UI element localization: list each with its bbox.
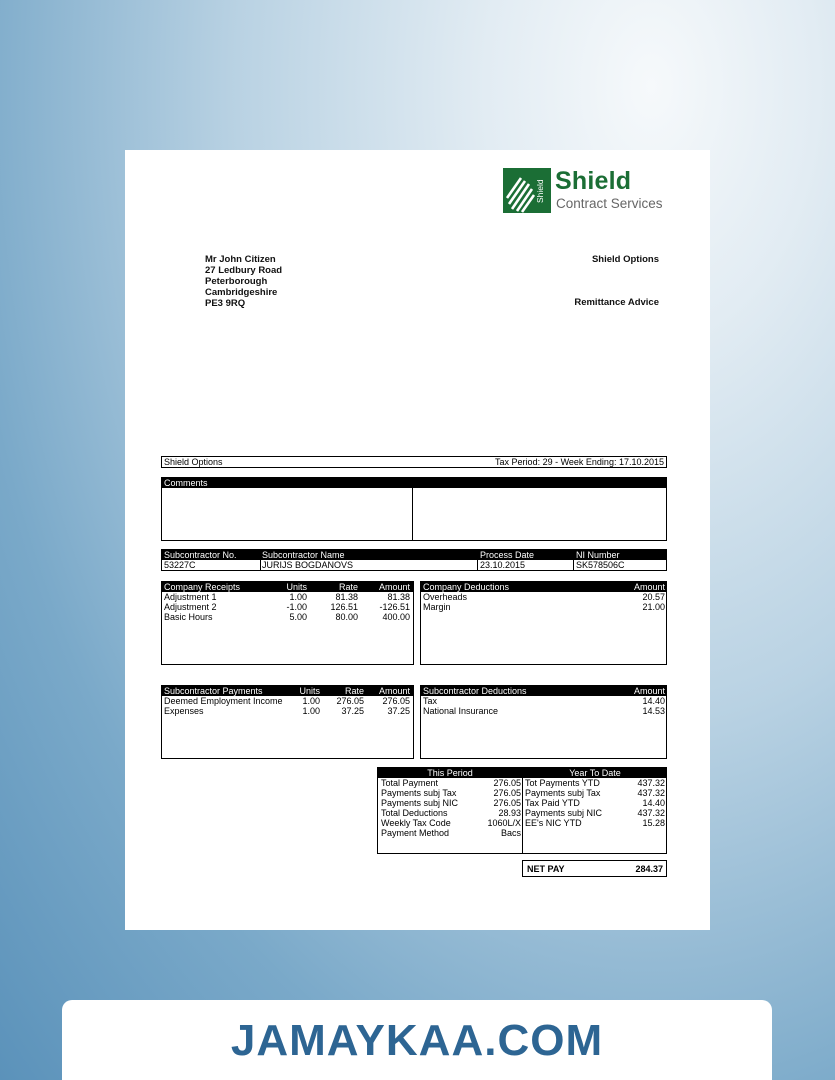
row-rate: 126.51 xyxy=(330,602,358,612)
comments-header-label: Comments xyxy=(164,478,208,488)
row-description: Expenses xyxy=(164,706,204,716)
row-value: 14.40 xyxy=(642,798,665,808)
subcontractor-deductions-header xyxy=(421,686,666,696)
period-bar-tax-period: Tax Period: 29 - Week Ending: 17.10.2015 xyxy=(495,457,664,467)
row-value: 437.32 xyxy=(637,788,665,798)
recipient-address xyxy=(205,254,282,309)
process-date-header: Process Date xyxy=(480,550,535,560)
column-header: Subcontractor Deductions xyxy=(423,686,527,696)
watermark-text: JAMAYKAA.COM xyxy=(230,1016,604,1065)
table-row xyxy=(378,788,522,798)
logo-tagline: Contract Services xyxy=(556,196,663,211)
table-row xyxy=(162,602,413,612)
this-period-rows xyxy=(378,778,522,838)
address-line: 27 Ledbury Road xyxy=(205,265,283,276)
document-title: Remittance Advice xyxy=(574,297,659,308)
row-amount: 37.25 xyxy=(387,706,410,716)
row-units: 1.00 xyxy=(302,706,320,716)
row-amount: 400.00 xyxy=(382,612,410,622)
table-row xyxy=(421,602,666,612)
column-header: Rate xyxy=(338,582,358,592)
row-value: 1060L/X xyxy=(487,818,521,828)
year-to-date-rows xyxy=(524,778,666,828)
ni-number-value: SK578506C xyxy=(576,560,625,570)
table-row xyxy=(378,798,522,808)
row-value: 276.05 xyxy=(493,778,521,788)
comments-header xyxy=(162,478,666,488)
company-deductions-table xyxy=(420,581,667,665)
row-rate: 276.05 xyxy=(336,696,364,706)
this-period-header: This Period xyxy=(427,768,473,778)
row-label: EE's NIC YTD xyxy=(525,818,582,828)
subcontractor-deductions-table xyxy=(420,685,667,759)
subcontractor-details xyxy=(161,549,667,571)
column-header: Company Deductions xyxy=(423,582,510,592)
row-value: 28.93 xyxy=(498,808,521,818)
row-amount: 14.53 xyxy=(642,706,665,716)
table-row xyxy=(378,778,522,788)
column-header: Rate xyxy=(344,686,364,696)
row-label: Payments subj NIC xyxy=(381,798,459,808)
row-description: Overheads xyxy=(423,592,468,602)
column-header: Units xyxy=(299,686,320,696)
row-description: Basic Hours xyxy=(164,612,213,622)
row-rate: 80.00 xyxy=(335,612,358,622)
table-row xyxy=(162,706,413,716)
subcontractor-name-value: JURIJS BOGDANOVS xyxy=(262,560,354,570)
table-row xyxy=(524,788,666,798)
ni-number-header: NI Number xyxy=(576,550,620,560)
row-value: 437.32 xyxy=(637,808,665,818)
totals-table xyxy=(377,767,667,854)
column-header: Amount xyxy=(633,582,665,592)
row-value: 276.05 xyxy=(493,798,521,808)
row-label: Weekly Tax Code xyxy=(381,818,451,828)
row-label: Tax Paid YTD xyxy=(525,798,580,808)
table-row xyxy=(421,706,666,716)
row-description: Adjustment 1 xyxy=(164,592,217,602)
row-amount: 14.40 xyxy=(642,696,665,706)
column-header: Units xyxy=(286,582,307,592)
row-label: Payment Method xyxy=(381,828,450,838)
period-bar-company: Shield Options xyxy=(164,457,223,467)
totals-header xyxy=(378,768,666,778)
period-bar xyxy=(161,456,667,468)
row-description: Tax xyxy=(423,696,438,706)
company-deductions-header xyxy=(421,582,666,592)
row-description: Deemed Employment Income xyxy=(164,696,283,706)
row-value: 15.28 xyxy=(642,818,665,828)
row-units: 5.00 xyxy=(289,612,307,622)
row-amount: 276.05 xyxy=(382,696,410,706)
row-rate: 81.38 xyxy=(335,592,358,602)
subcontractor-payments-table xyxy=(161,685,414,759)
row-value: 276.05 xyxy=(493,788,521,798)
table-row xyxy=(421,696,666,706)
net-pay-box xyxy=(522,860,667,877)
address-line: Cambridgeshire xyxy=(205,287,278,298)
subcontractor-header-row xyxy=(162,550,666,560)
logo-brand: Shield xyxy=(555,167,632,195)
column-header: Amount xyxy=(378,582,410,592)
row-description: Margin xyxy=(423,602,451,612)
row-units: 1.00 xyxy=(289,592,307,602)
row-description: National Insurance xyxy=(423,706,499,716)
row-units: -1.00 xyxy=(286,602,307,612)
subcontractor-payments-header xyxy=(162,686,413,696)
row-label: Total Payment xyxy=(381,778,439,788)
comments-box xyxy=(161,477,667,541)
company-receipts-header xyxy=(162,582,413,592)
comments-divider xyxy=(412,488,413,540)
table-row xyxy=(524,778,666,788)
shield-logo-emblem xyxy=(503,168,551,213)
table-row xyxy=(162,612,413,622)
process-date-value: 23.10.2015 xyxy=(480,560,526,570)
row-amount: 20.57 xyxy=(642,592,665,602)
subcontractor-no-value: 53227C xyxy=(164,560,196,570)
remittance-document xyxy=(125,150,710,930)
company-receipts-table xyxy=(161,581,414,665)
row-description: Adjustment 2 xyxy=(164,602,217,612)
address-line: PE3 9RQ xyxy=(205,298,246,309)
subcontractor-value-row xyxy=(162,560,666,570)
net-pay-value: 284.37 xyxy=(635,864,663,874)
row-amount: -126.51 xyxy=(379,602,410,612)
table-row xyxy=(524,808,666,818)
table-row xyxy=(421,592,666,602)
net-pay-label: NET PAY xyxy=(527,864,565,874)
address-line: Peterborough xyxy=(205,276,268,287)
row-label: Total Deductions xyxy=(381,808,448,818)
company-name: Shield Options xyxy=(591,254,659,265)
row-label: Payments subj Tax xyxy=(381,788,457,798)
table-row xyxy=(378,818,522,828)
row-label: Payments subj Tax xyxy=(525,788,601,798)
row-rate: 37.25 xyxy=(341,706,364,716)
row-label: Tot Payments YTD xyxy=(525,778,600,788)
year-to-date-header: Year To Date xyxy=(569,768,621,778)
watermark-banner xyxy=(62,1000,772,1080)
column-header: Subcontractor Payments xyxy=(164,686,263,696)
table-row xyxy=(162,592,413,602)
subcontractor-no-header: Subcontractor No. xyxy=(164,550,237,560)
table-row xyxy=(162,696,413,706)
column-header: Amount xyxy=(378,686,410,696)
table-row xyxy=(378,808,522,818)
address-line: Mr John Citizen xyxy=(205,254,276,265)
table-row xyxy=(524,798,666,808)
row-amount: 81.38 xyxy=(387,592,410,602)
logo-emblem-text: Shield xyxy=(535,179,545,203)
totals-divider xyxy=(522,778,523,853)
row-label: Payments subj NIC xyxy=(525,808,603,818)
row-value: Bacs xyxy=(500,828,521,838)
column-header: Company Receipts xyxy=(164,582,241,592)
column-header: Amount xyxy=(633,686,665,696)
row-units: 1.00 xyxy=(302,696,320,706)
row-amount: 21.00 xyxy=(642,602,665,612)
subcontractor-name-header: Subcontractor Name xyxy=(262,550,345,560)
table-row xyxy=(378,828,522,838)
table-row xyxy=(524,818,666,828)
row-value: 437.32 xyxy=(637,778,665,788)
